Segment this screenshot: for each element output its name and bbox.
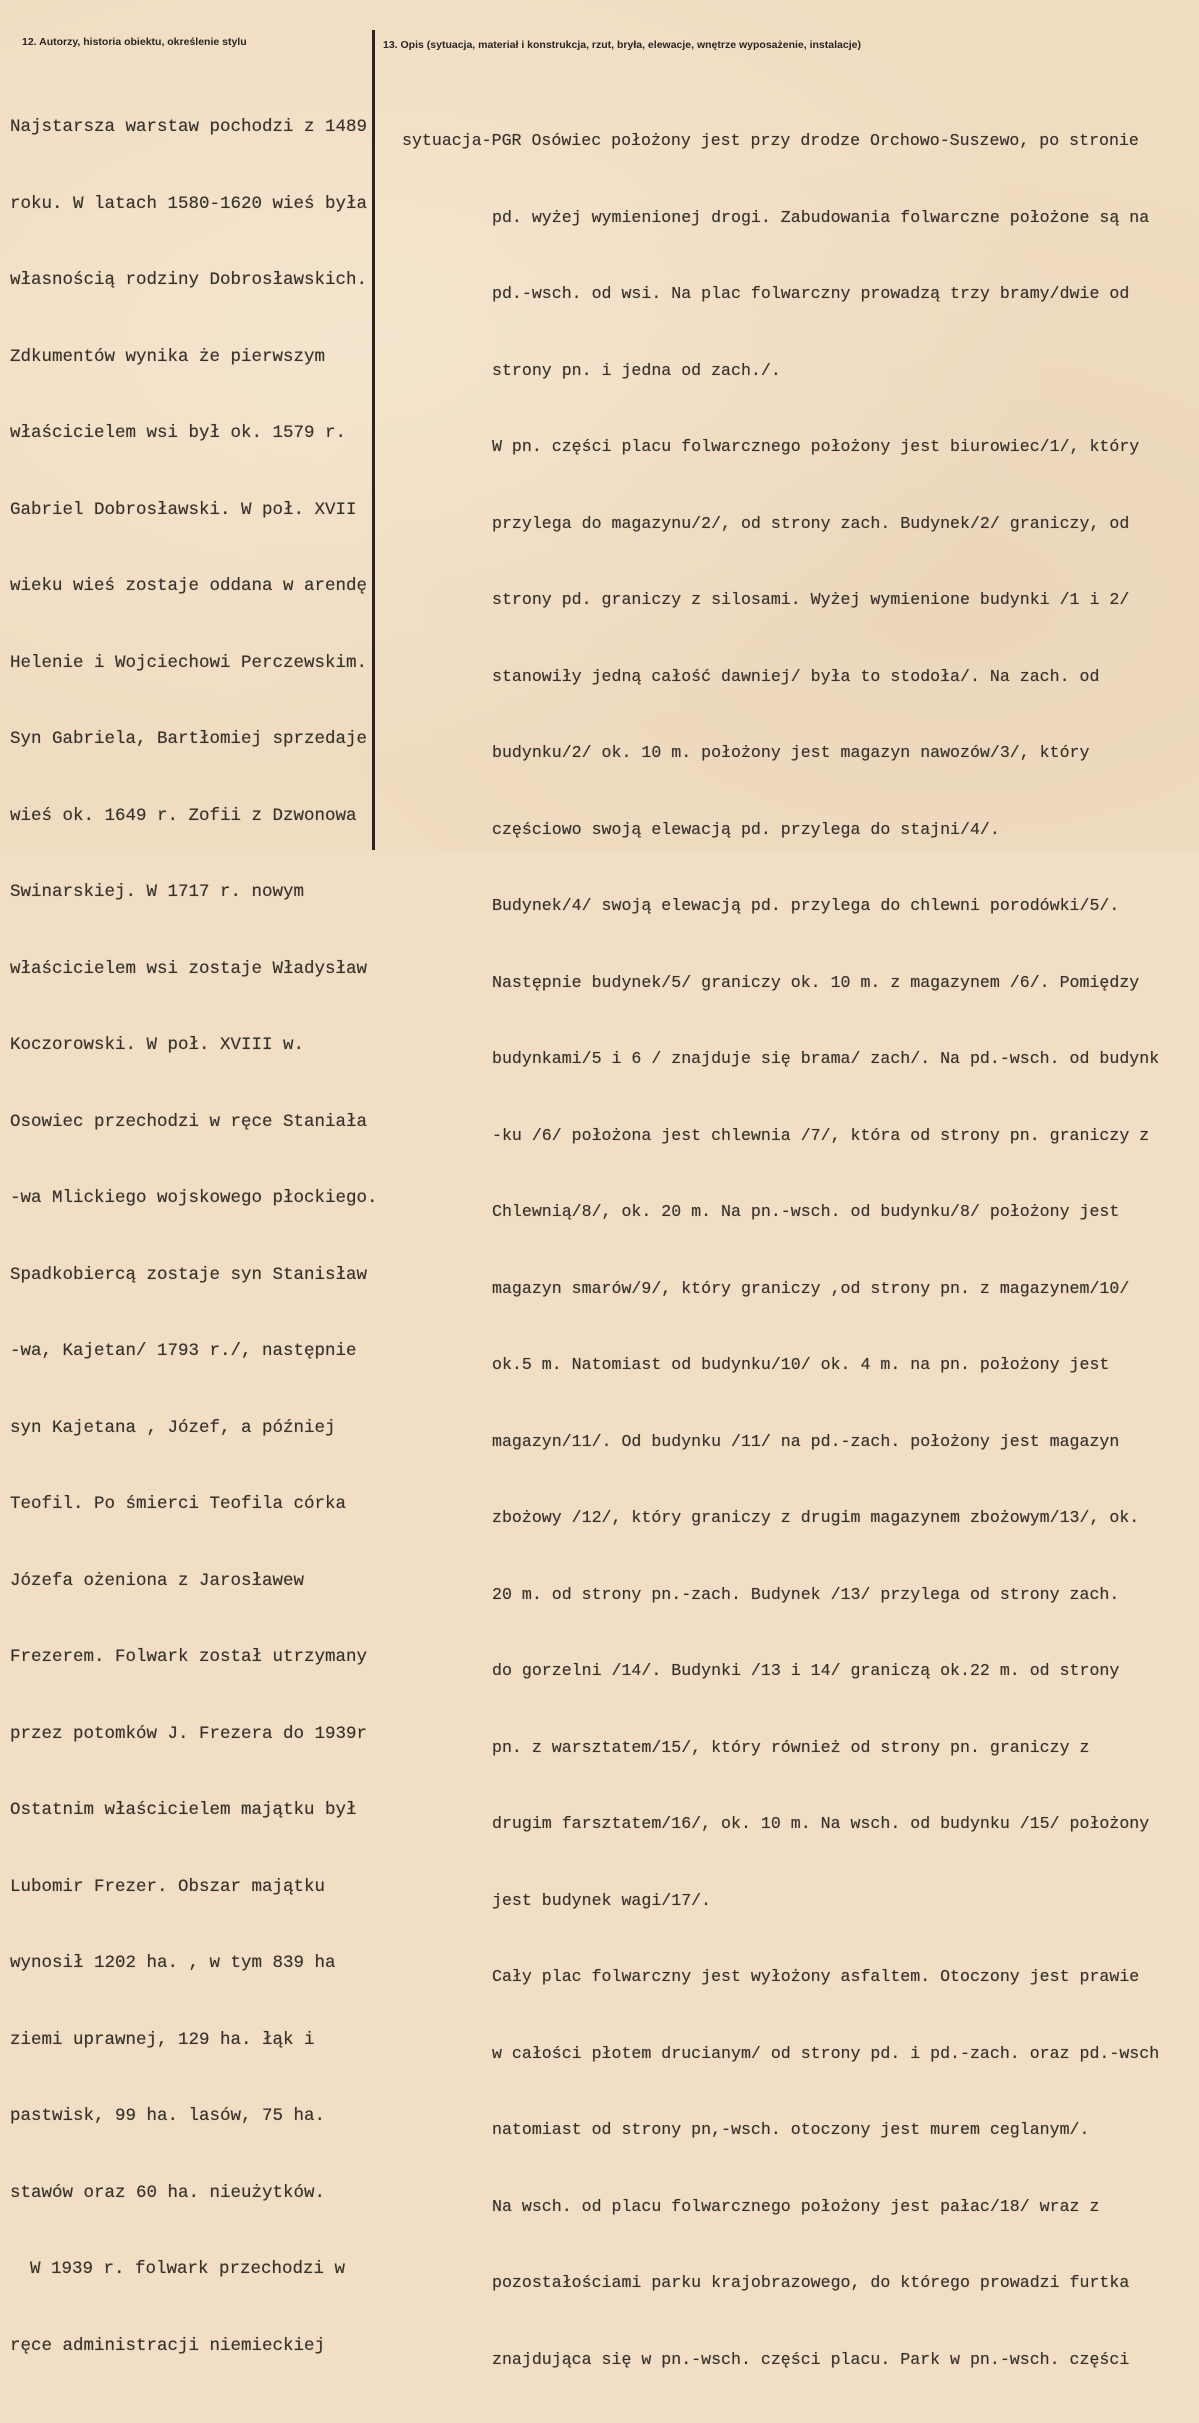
history-text-line: wieku wieś zostaje oddana w arendę	[10, 576, 368, 596]
history-text-line: pastwisk, 99 ha. lasów, 75 ha.	[10, 2106, 326, 2126]
history-text-line: W 1939 r. folwark przechodzi w	[30, 2259, 346, 2279]
history-text-line: ziemi uprawnej, 129 ha. łąk i	[10, 2029, 315, 2050]
history-text-line: właścicielem wsi był ok. 1579 r.	[10, 423, 347, 443]
history-text-line: Lubomir Frezer. Obszar majątku	[10, 1876, 326, 1897]
description-text-line: częściowo swoją elewacją pd. przylega do stajni/4/.	[492, 819, 1000, 839]
description-text-line: zbożowy /12/, który graniczy z drugim magazynem zbożowym/13/, ok.	[492, 1508, 1140, 1527]
history-text-line: -wa, Kajetan/ 1793 r./, następnie	[10, 1341, 357, 1361]
description-text-line: znajdująca się w pn.-wsch. części placu. Park w pn.-wsch. części	[492, 2349, 1130, 2369]
description-text-line: pd. wyżej wymienionej drogi. Zabudowania folwarczne położone są na	[492, 207, 1150, 227]
history-text-line: Helenie i Wojciechowi Perczewskim.	[10, 652, 368, 673]
description-text-line: Budynek/4/ swoją elewacją pd. przylega do chlewni porodówki/5/.	[492, 896, 1120, 915]
description-text-line: strony pd. graniczy z silosami. Wyżej wymienione budynki /1 i 2/	[492, 590, 1130, 609]
description-text-line: Chlewnią/8/, ok. 20 m. Na pn.-wsch. od budynku/8/ położony jest	[492, 1202, 1120, 1221]
history-text-block	[10, 64, 378, 2410]
description-text-block	[402, 77, 1160, 2423]
description-text-line: Na wsch. od placu folwarcznego położony jest pałac/18/ wraz z	[492, 2196, 1100, 2216]
history-text-line: ręce administracji niemieckiej	[10, 2335, 326, 2356]
description-text-line: budynku/2/ ok. 10 m. położony jest magazyn nawozów/3/, który	[492, 743, 1090, 762]
description-text-line: Następnie budynek/5/ graniczy ok. 10 m. z magazynem /6/. Pomiędzy	[492, 972, 1140, 992]
description-text-line: drugim farsztatem/16/, ok. 10 m. Na wsch. od budynku /15/ położony	[492, 1814, 1150, 1833]
history-text-line: roku. W latach 1580-1620 wieś była	[10, 193, 368, 214]
history-text-line: Teofil. Po śmierci Teofila córka	[10, 1494, 347, 1514]
history-text-line: wynosił 1202 ha. , w tym 839 ha	[10, 1953, 336, 1973]
history-text-line: Ostatnim właścicielem majątku był	[10, 1800, 357, 1820]
history-text-line: -wa Mlickiego wojskowego płockiego.	[10, 1188, 378, 1208]
history-text-line: Syn Gabriela, Bartłomiej sprzedaje	[10, 729, 368, 749]
history-text-line: stawów oraz 60 ha. nieużytków.	[10, 2182, 326, 2203]
description-text-line: -ku /6/ położona jest chlewnia /7/, która od strony pn. graniczy z	[492, 1125, 1150, 1145]
description-text-line: magazyn smarów/9/, który graniczy ,od strony pn. z magazynem/10/	[492, 1278, 1130, 1298]
description-text-line: pd.-wsch. od wsi. Na plac folwarczny prowadzą trzy bramy/dwie od	[492, 284, 1130, 303]
description-text-line: stanowiły jedną całość dawniej/ była to stodoła/. Na zach. od	[492, 666, 1100, 686]
description-text-line: sytuacja-PGR Osówiec położony jest przy drodze Orchowo-Suszewo, po stronie	[402, 131, 1139, 150]
description-text-line: natomiast od strony pn,-wsch. otoczony jest murem ceglanym/.	[492, 2120, 1090, 2139]
history-text-line: Koczorowski. W poł. XVIII w.	[10, 1035, 305, 1055]
history-text-line: własnością rodziny Dobrosławskich.	[10, 270, 368, 290]
history-text-line: Osowiec przechodzi w ręce Staniała	[10, 1111, 368, 1132]
section-13-heading: 13. Opis (sytuacja, materiał i konstrukcja, rzut, bryła, elewacje, wnętrze wyposażenie, instalacje)	[383, 39, 861, 51]
description-text-line: strony pn. i jedna od zach./.	[492, 360, 781, 380]
history-text-line: Spadkobiercą zostaje syn Stanisław	[10, 1264, 368, 1285]
history-text-line: Frezerem. Folwark został utrzymany	[10, 1647, 368, 1667]
description-text-line: budynkami/5 i 6 / znajduje się brama/ zach/. Na pd.-wsch. od budynk	[492, 1049, 1160, 1068]
description-text-line: magazyn/11/. Od budynku /11/ na pd.-zach. położony jest magazyn	[492, 1431, 1120, 1451]
history-text-line: właścicielem wsi zostaje Władysław	[10, 958, 368, 979]
history-text-line: Zdkumentów wynika że pierwszym	[10, 346, 326, 367]
history-text-line: Najstarsza warstaw pochodzi z 1489	[10, 117, 368, 137]
history-text-line: przez potomków J. Frezera do 1939r	[10, 1723, 368, 1744]
description-text-line: w całości płotem drucianym/ od strony pd. i pd.-zach. oraz pd.-wsch	[492, 2043, 1160, 2063]
description-text-line: pozostałościami parku krajobrazowego, do którego prowadzi furtka	[492, 2273, 1130, 2292]
description-text-line: Cały plac folwarczny jest wyłożony asfaltem. Otoczony jest prawie	[492, 1967, 1140, 1986]
description-text-line: 20 m. od strony pn.-zach. Budynek /13/ przylega od strony zach.	[492, 1584, 1120, 1604]
history-text-line: Swinarskiej. W 1717 r. nowym	[10, 882, 305, 902]
description-text-line: W pn. części placu folwarcznego położony jest biurowiec/1/, który	[492, 437, 1140, 456]
history-text-line: Gabriel Dobrosławski. W poł. XVII	[10, 499, 357, 520]
section-12-heading: 12. Autorzy, historia obiektu, określenie stylu	[22, 36, 247, 48]
history-text-line: Józefa ożeniona z Jarosławew	[10, 1570, 305, 1591]
history-text-line: wieś ok. 1649 r. Zofii z Dzwonowa	[10, 805, 357, 826]
description-text-line: ok.5 m. Natomiast od budynku/10/ ok. 4 m. na pn. położony jest	[492, 1355, 1110, 1374]
description-text-line: przylega do magazynu/2/, od strony zach. Budynek/2/ graniczy, od	[492, 513, 1130, 533]
history-text-line: syn Kajetana , Józef, a później	[10, 1417, 336, 1438]
description-text-line: jest budynek wagi/17/.	[492, 1890, 712, 1910]
description-text-line: pn. z warsztatem/15/, który również od strony pn. graniczy z	[492, 1737, 1090, 1757]
description-text-line: do gorzelni /14/. Budynki /13 i 14/ graniczą ok.22 m. od strony	[492, 1661, 1120, 1680]
